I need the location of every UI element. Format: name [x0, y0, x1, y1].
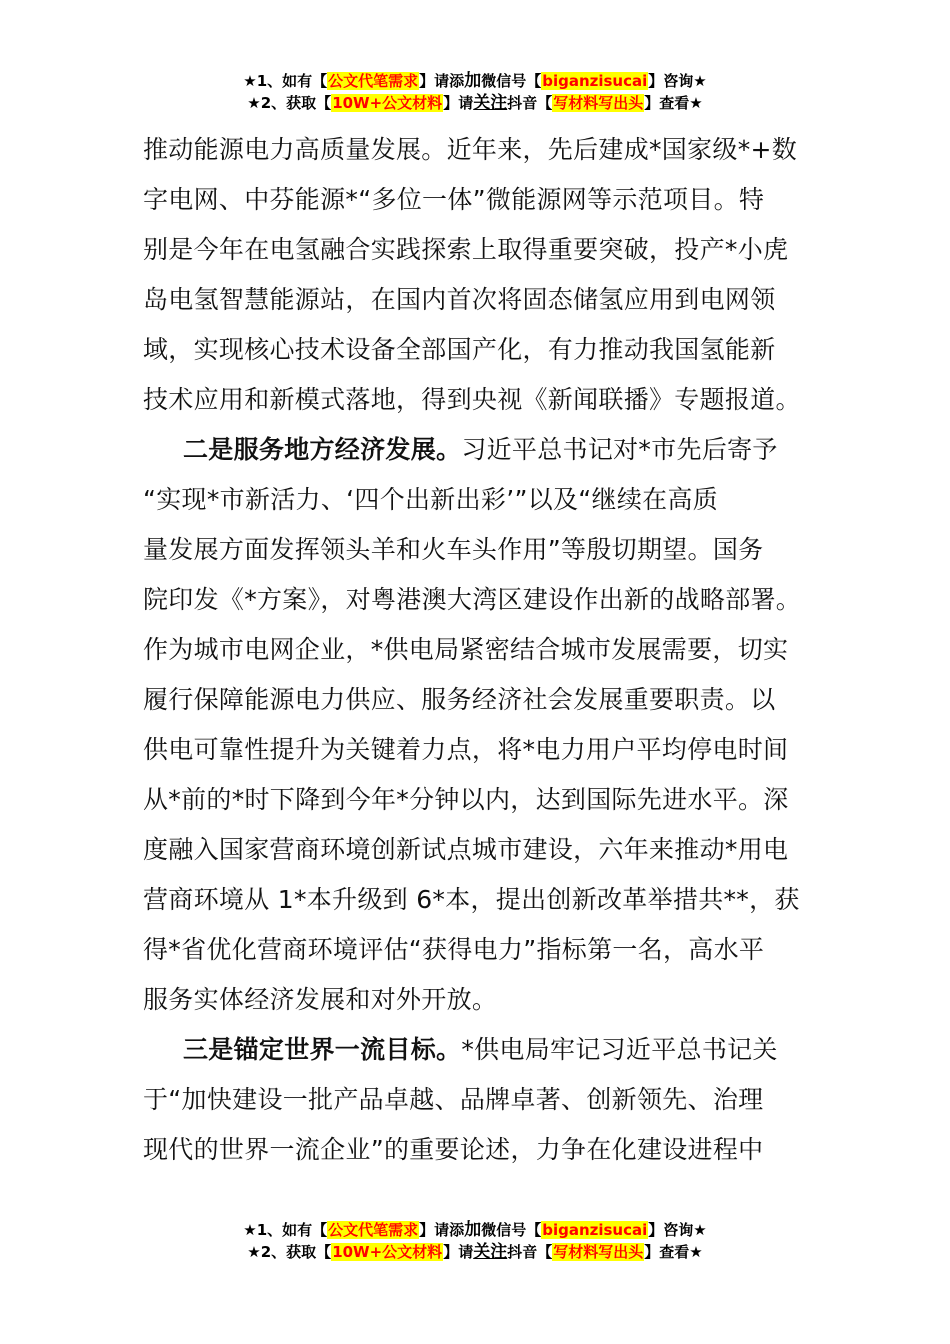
paragraph-1 — [143, 125, 808, 425]
text-line: 技术应用和新模式落地，得到央视《新闻联播》专题报道。 — [143, 385, 801, 414]
banner-highlight-douyin: 写材料写出头 — [553, 1243, 644, 1261]
banner-text: 】请 — [443, 1243, 474, 1261]
document-body — [143, 125, 808, 1175]
banner-highlight-douyin: 写材料写出头 — [553, 94, 644, 112]
banner-highlight-service: 公文代笔需求 — [328, 1221, 419, 1239]
paragraph-2 — [143, 425, 808, 1025]
text-line: 域，实现核心技术设备全部国产化，有力推动我国氢能新 — [143, 335, 776, 364]
banner-text: 微信号【 — [481, 72, 542, 90]
banner-emphasis: 加 — [464, 71, 482, 91]
banner-text: ★2、获取【 — [247, 94, 332, 112]
text-line: 别是今年在电氢融合实践探索上取得重要突破，投产*小虎 — [143, 235, 789, 264]
paragraph-lead: 三是锚定世界一流目标。 — [183, 1035, 462, 1064]
banner-text: 】请添 — [419, 1221, 465, 1239]
banner-emphasis: 加 — [464, 1220, 482, 1240]
text-line: 营商环境从 1*本升级到 6*本，提出创新改革举措共**，获 — [143, 885, 800, 914]
text-line: 度融入国家营商环境创新试点城市建设，六年来推动*用电 — [143, 835, 789, 864]
banner-text: 】请 — [443, 94, 474, 112]
banner-highlight-wechat: biganzisucai — [542, 72, 648, 90]
banner-text: 抖音【 — [507, 94, 553, 112]
banner-line-1 — [0, 1219, 950, 1241]
banner-text: ★1、如有【 — [243, 72, 328, 90]
text-line: 院印发《*方案》，对粤港澳大湾区建设作出新的战略部署。 — [143, 585, 802, 614]
banner-text: 】查看★ — [644, 94, 703, 112]
text-line: “实现*市新活力、‘四个出新出彩’”以及“继续在高质 — [143, 485, 719, 514]
paragraph-lead: 二是服务地方经济发展。 — [183, 435, 462, 464]
header-banner — [0, 70, 950, 114]
banner-text: 】咨询★ — [648, 1221, 707, 1239]
text-line: 供电可靠性提升为关键着力点，将*电力用户平均停电时间 — [143, 735, 789, 764]
banner-text: ★2、获取【 — [247, 1243, 332, 1261]
text-line: 服务实体经济发展和对外开放。 — [143, 985, 498, 1014]
banner-emphasis: 关注 — [473, 1242, 508, 1262]
text-line: 得*省优化营商环境评估“获得电力”指标第一名，高水平 — [143, 935, 765, 964]
text-line: 量发展方面发挥领头羊和火车头作用”等殷切期望。国务 — [143, 535, 764, 564]
banner-highlight-materials: 10W+公文材料 — [332, 1243, 443, 1261]
text-line: 履行保障能源电力供应、服务经济社会发展重要职责。以 — [143, 685, 776, 714]
banner-text: 】请添 — [419, 72, 465, 90]
text-line: 岛电氢智慧能源站，在国内首次将固态储氢应用到电网领 — [143, 285, 776, 314]
banner-text: 】查看★ — [644, 1243, 703, 1261]
text-line: 现代的世界一流企业”的重要论述，力争在化建设进程中 — [143, 1135, 764, 1164]
text-line: 从*前的*时下降到今年*分钟以内，达到国际先进水平。深 — [143, 785, 789, 814]
banner-text: 抖音【 — [507, 1243, 553, 1261]
banner-line-2 — [0, 1241, 950, 1263]
text-line: 推动能源电力高质量发展。近年来，先后建成*国家级*+数 — [143, 135, 798, 164]
banner-text: ★1、如有【 — [243, 1221, 328, 1239]
text-line: *供电局牢记习近平总书记关 — [461, 1035, 778, 1064]
paragraph-3 — [143, 1025, 808, 1175]
banner-text: 微信号【 — [481, 1221, 542, 1239]
banner-line-2 — [0, 92, 950, 114]
footer-banner — [0, 1219, 950, 1263]
text-line: 作为城市电网企业，*供电局紧密结合城市发展需要，切实 — [143, 635, 789, 664]
banner-highlight-service: 公文代笔需求 — [328, 72, 419, 90]
text-line: 习近平总书记对*市先后寄予 — [461, 435, 778, 464]
text-line: 字电网、中芬能源*“多位一体”微能源网等示范项目。特 — [143, 185, 765, 214]
text-line: 于“加快建设一批产品卓越、品牌卓著、创新领先、治理 — [143, 1085, 764, 1114]
banner-highlight-wechat: biganzisucai — [542, 1221, 648, 1239]
banner-text: 】咨询★ — [648, 72, 707, 90]
banner-highlight-materials: 10W+公文材料 — [332, 94, 443, 112]
banner-line-1 — [0, 70, 950, 92]
banner-emphasis: 关注 — [473, 93, 508, 113]
